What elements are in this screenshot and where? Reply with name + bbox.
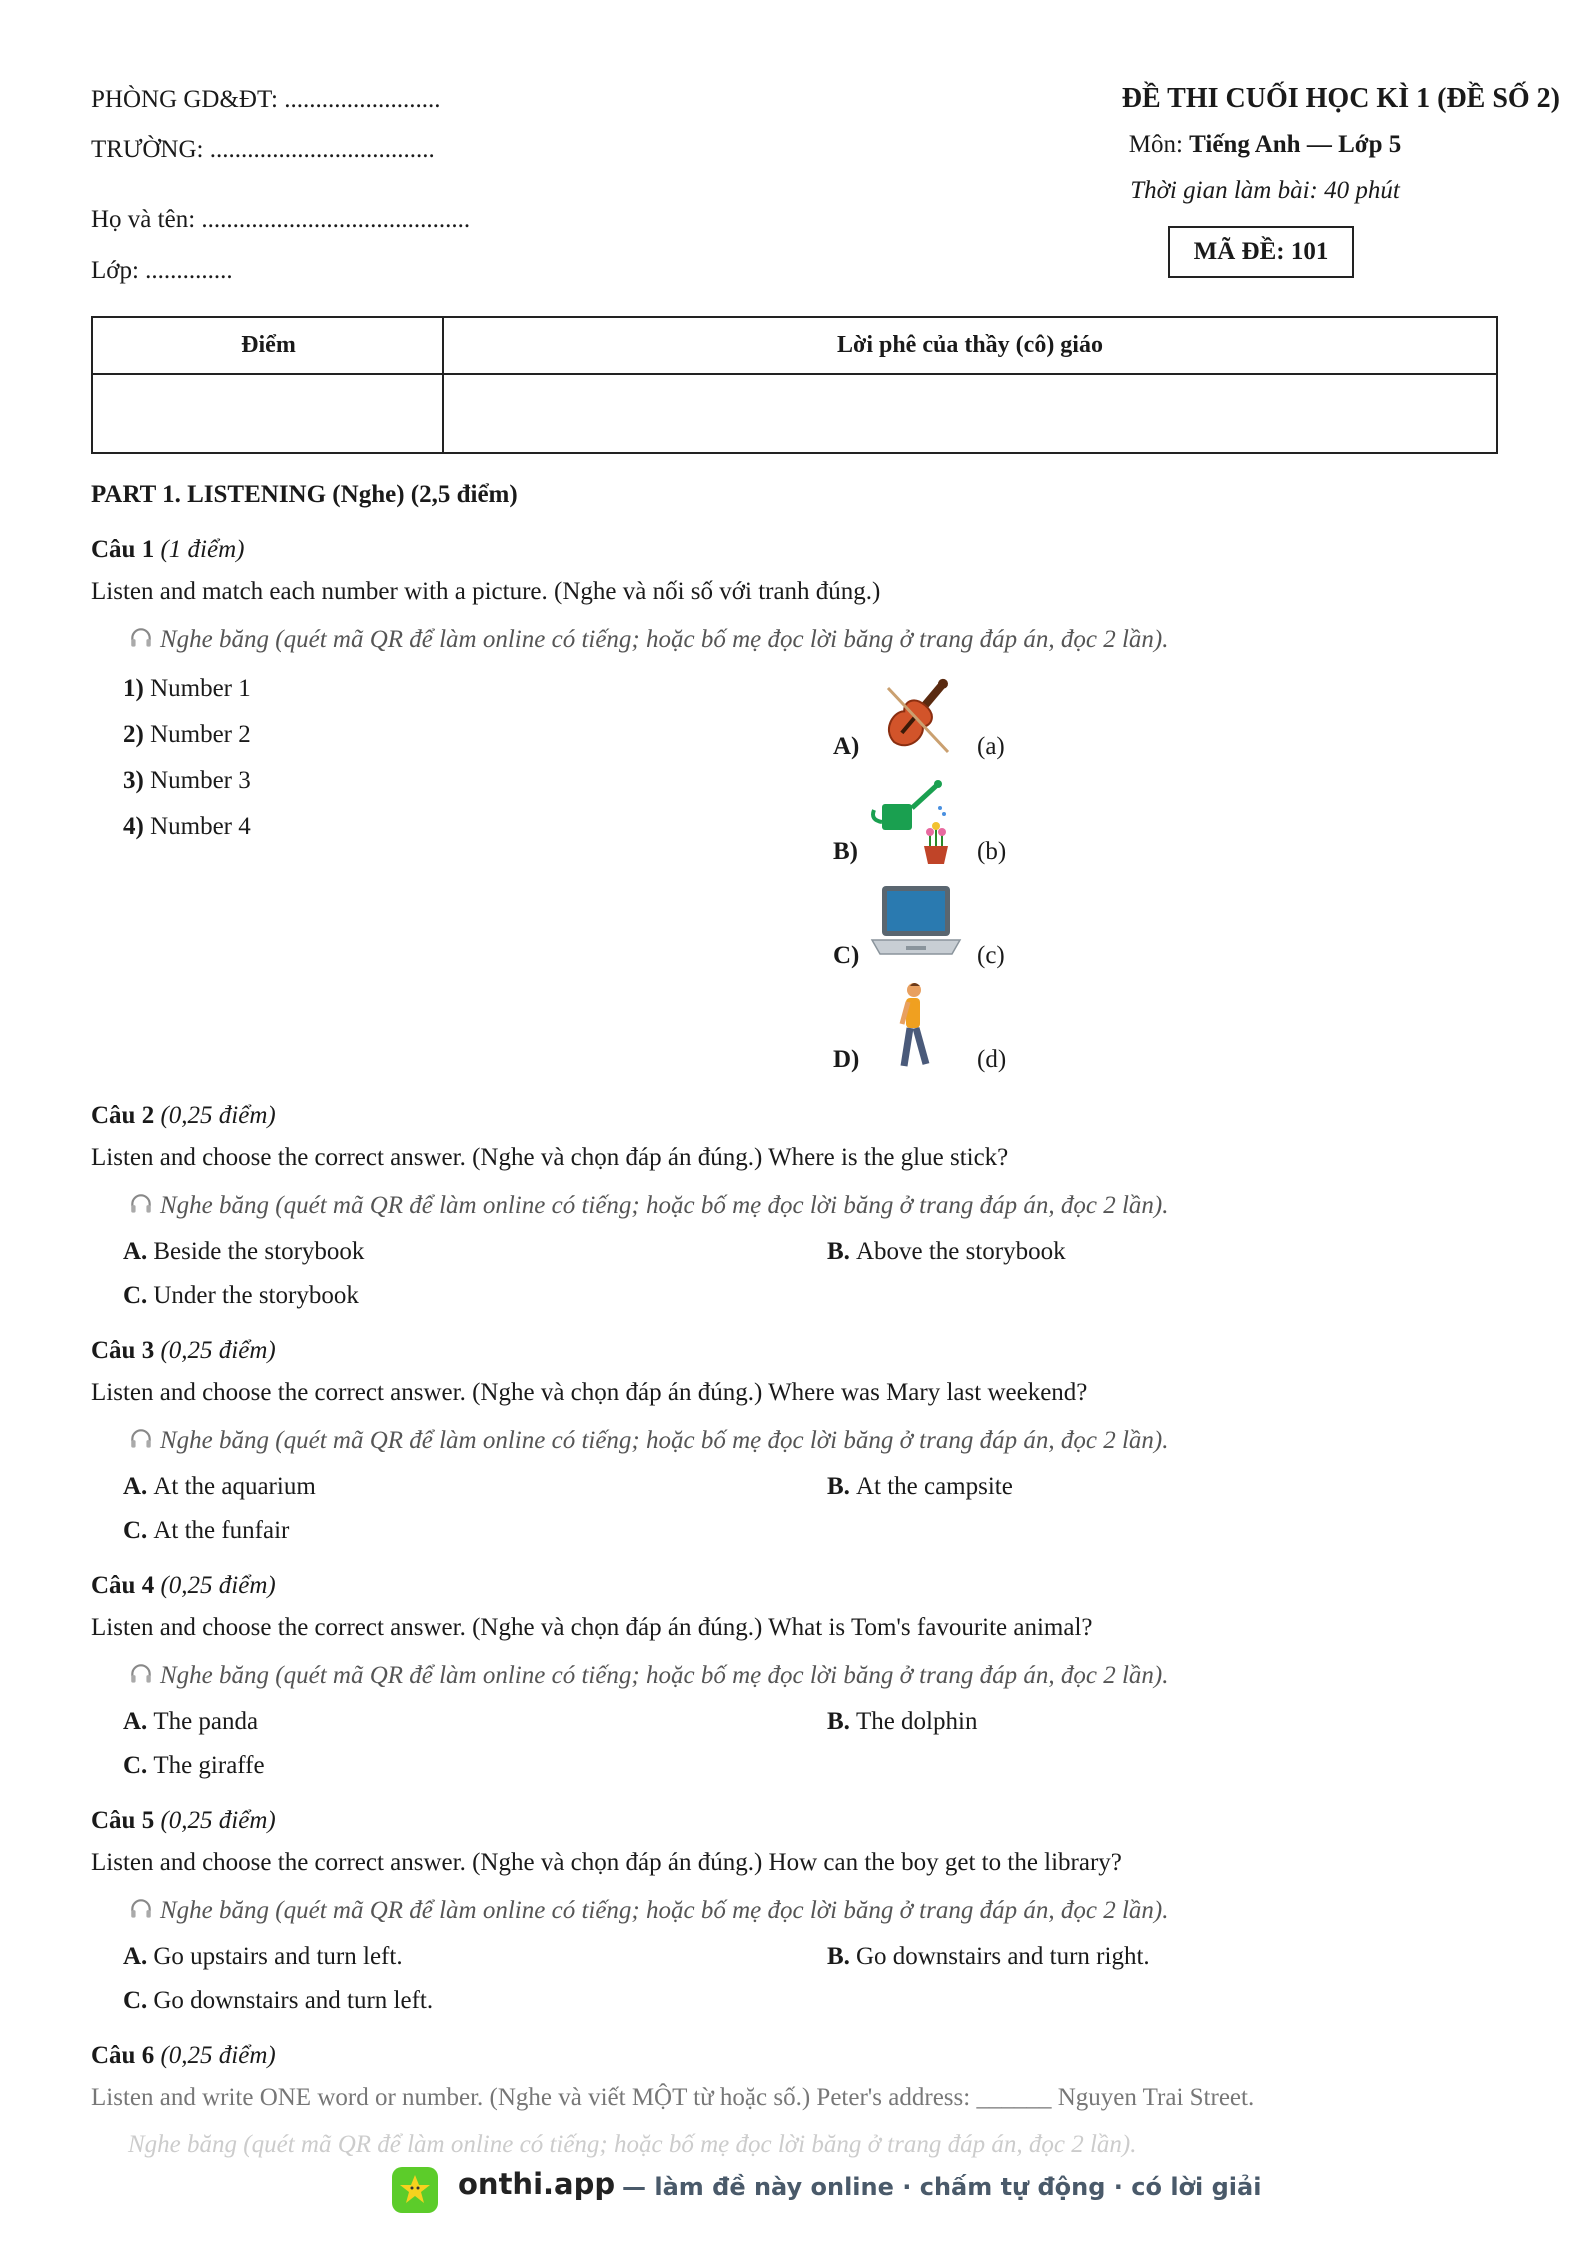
listen-note-text: Nghe băng (quét mã QR để làm online có tiếng; hoặc bố mẹ đọc lời băng ở trang đáp án, đọc 2 lần).	[160, 626, 1169, 653]
number-index: 1)	[123, 675, 144, 702]
q1-heading	[91, 536, 244, 564]
number-item	[123, 721, 251, 749]
listen-note	[128, 1661, 1168, 1690]
q6-points: (0,25 điểm)	[160, 2042, 276, 2069]
comment-header: Lời phê của thầy (cô) giáo	[837, 332, 1103, 358]
listen-note-text: Nghe băng (quét mã QR để làm online có tiếng; hoặc bố mẹ đọc lời băng ở trang đáp án, đọc 2 lần).	[160, 1897, 1169, 1924]
option-text: At the campsite	[855, 1473, 1013, 1500]
q3-text: Listen and choose the correct answer. (Nghe và chọn đáp án đúng.) Where was Mary last weekend?	[91, 1379, 1088, 1406]
brand-name[interactable]: onthi.app	[458, 2167, 616, 2201]
option-a[interactable]	[123, 1943, 403, 1971]
q2-heading	[91, 1102, 276, 1130]
option-a[interactable]	[123, 1473, 316, 1501]
option-text: Beside the storybook	[153, 1238, 365, 1265]
option-text: Above the storybook	[855, 1238, 1066, 1265]
listen-note	[128, 1426, 1168, 1455]
q3-label: Câu 3	[91, 1337, 155, 1364]
option-c[interactable]	[123, 1517, 289, 1545]
exam-code-box: MÃ ĐỀ: 101	[1168, 226, 1354, 278]
laptop-icon	[868, 878, 964, 974]
option-text: The panda	[153, 1708, 259, 1735]
option-text: The giraffe	[153, 1752, 265, 1779]
option-text: Go downstairs and turn left.	[153, 1987, 434, 2014]
listen-note-text: Nghe băng (quét mã QR để làm online có tiếng; hoặc bố mẹ đọc lời băng ở trang đáp án, đọc 2 lần).	[160, 1192, 1169, 1219]
student-name-field: Họ và tên: ...........................................	[91, 206, 471, 233]
option-key: B.	[827, 1708, 850, 1735]
subject-name: Tiếng Anh — Lớp 5	[1189, 131, 1402, 158]
option-b[interactable]	[827, 1708, 977, 1736]
q6-text: Listen and write ONE word or number. (Nghe và viết MỘT từ hoặc số.) Peter's address: ______ Nguyen Trai Street.	[91, 2084, 1255, 2111]
number-item	[123, 767, 251, 795]
headphones-icon	[128, 1896, 154, 1922]
option-c[interactable]	[123, 1752, 265, 1780]
option-key: A.	[123, 1238, 148, 1265]
picture-caption: (b)	[977, 838, 1007, 865]
walking-person-icon	[868, 980, 964, 1076]
q2-text: Listen and choose the correct answer. (Nghe và chọn đáp án đúng.) Where is the glue stick?	[91, 1144, 1009, 1171]
q6-heading	[91, 2042, 276, 2070]
option-key: B.	[827, 1943, 850, 1970]
q6-label: Câu 6	[91, 2042, 155, 2069]
q4-label: Câu 4	[91, 1572, 155, 1599]
q3-points: (0,25 điểm)	[160, 1337, 276, 1364]
option-key: A.	[123, 1708, 148, 1735]
listen-note-text: Nghe băng (quét mã QR để làm online có tiếng; hoặc bố mẹ đọc lời băng ở trang đáp án, đọc 2 lần).	[160, 1662, 1169, 1689]
option-text: Go upstairs and turn left.	[153, 1943, 403, 1970]
option-key: C.	[123, 1752, 148, 1779]
option-b[interactable]	[827, 1473, 1013, 1501]
q1-points: (1 điểm)	[160, 536, 245, 563]
option-text: At the funfair	[153, 1517, 290, 1544]
option-text: At the aquarium	[153, 1473, 316, 1500]
listen-note	[128, 1896, 1168, 1925]
score-table	[91, 316, 1498, 454]
exam-title: ĐỀ THI CUỐI HỌC KÌ 1 (ĐỀ SỐ 2)	[1121, 83, 1560, 114]
headphones-icon	[128, 1426, 154, 1452]
part1-title: PART 1. LISTENING (Nghe) (2,5 điểm)	[91, 481, 518, 508]
number-index: 2)	[123, 721, 144, 748]
option-b[interactable]	[827, 1238, 1066, 1266]
picture-label: D)	[833, 1046, 860, 1073]
q4-text: Listen and choose the correct answer. (Nghe và chọn đáp án đúng.) What is Tom's favourite animal?	[91, 1614, 1093, 1641]
score-header: Điểm	[241, 332, 296, 358]
q1-label: Câu 1	[91, 536, 155, 563]
option-a[interactable]	[123, 1238, 364, 1266]
option-a[interactable]	[123, 1708, 258, 1736]
option-key: B.	[827, 1473, 850, 1500]
number-text: Number 4	[150, 813, 251, 840]
number-item	[123, 813, 251, 841]
dept-field: PHÒNG GD&ĐT: .........................	[91, 86, 441, 113]
picture-label: A)	[833, 733, 860, 760]
class-field: Lớp: ..............	[91, 257, 233, 284]
q4-points: (0,25 điểm)	[160, 1572, 276, 1599]
brand-tagline: — làm đề này online · chấm tự động · có lời giải	[622, 2173, 1262, 2201]
picture-label: B)	[833, 838, 858, 865]
q2-points: (0,25 điểm)	[160, 1102, 276, 1129]
duration-line: Thời gian làm bài: 40 phút	[1130, 177, 1400, 204]
option-key: C.	[123, 1282, 148, 1309]
option-b[interactable]	[827, 1943, 1150, 1971]
listen-note-text: Nghe băng (quét mã QR để làm online có tiếng; hoặc bố mẹ đọc lời băng ở trang đáp án, đọc 2 lần).	[128, 2131, 1137, 2158]
q1-text: Listen and match each number with a picture. (Nghe và nối số với tranh đúng.)	[91, 578, 881, 605]
option-key: C.	[123, 1517, 148, 1544]
picture-caption: (c)	[977, 942, 1005, 969]
number-index: 3)	[123, 767, 144, 794]
option-key: A.	[123, 1473, 148, 1500]
q4-heading	[91, 1572, 276, 1600]
option-c[interactable]	[123, 1282, 359, 1310]
option-text: Under the storybook	[153, 1282, 359, 1309]
picture-caption: (a)	[977, 733, 1005, 760]
listen-note-text: Nghe băng (quét mã QR để làm online có tiếng; hoặc bố mẹ đọc lời băng ở trang đáp án, đọc 2 lần).	[160, 1427, 1169, 1454]
q5-points: (0,25 điểm)	[160, 1807, 276, 1834]
onthi-logo-icon[interactable]	[392, 2167, 438, 2213]
listen-note	[128, 1191, 1168, 1220]
q5-text: Listen and choose the correct answer. (Nghe và chọn đáp án đúng.) How can the boy get to the library?	[91, 1849, 1122, 1876]
number-item	[123, 675, 251, 703]
option-c[interactable]	[123, 1987, 433, 2015]
headphones-icon	[128, 625, 154, 651]
q5-label: Câu 5	[91, 1807, 155, 1834]
option-key: A.	[123, 1943, 148, 1970]
headphones-icon	[128, 1661, 154, 1687]
listen-note	[128, 625, 1168, 654]
option-text: Go downstairs and turn right.	[855, 1943, 1150, 1970]
number-text: Number 3	[150, 767, 251, 794]
picture-caption: (d)	[977, 1046, 1007, 1073]
option-text: The dolphin	[855, 1708, 978, 1735]
table-divider	[93, 373, 1496, 375]
picture-label: C)	[833, 942, 860, 969]
subject-prefix: Môn:	[1128, 131, 1190, 158]
headphones-icon	[128, 1191, 154, 1217]
q3-heading	[91, 1337, 276, 1365]
violin-icon	[868, 668, 964, 764]
listen-note	[128, 2131, 1136, 2159]
watering-can-flowers-icon	[868, 776, 964, 872]
number-index: 4)	[123, 813, 144, 840]
q2-label: Câu 2	[91, 1102, 155, 1129]
school-field: TRƯỜNG: ....................................	[91, 136, 435, 163]
q5-heading	[91, 1807, 276, 1835]
number-text: Number 1	[150, 675, 251, 702]
option-key: B.	[827, 1238, 850, 1265]
subject-line	[1030, 131, 1500, 159]
option-key: C.	[123, 1987, 148, 2014]
number-text: Number 2	[150, 721, 251, 748]
